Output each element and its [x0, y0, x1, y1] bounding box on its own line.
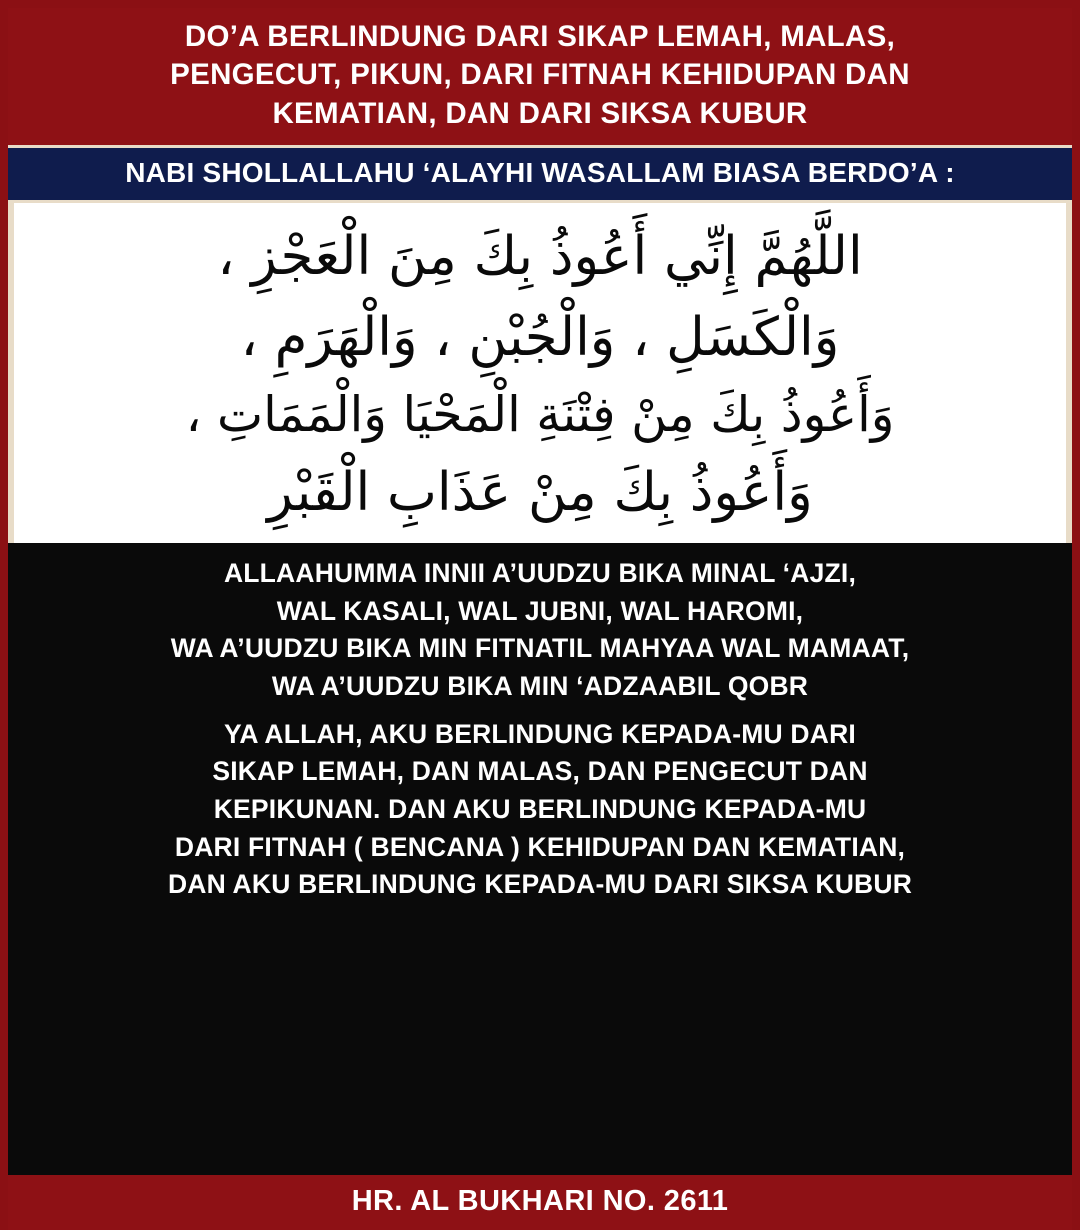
title-line-1: DO’A BERLINDUNG DARI SIKAP LEMAH, MALAS, [184, 20, 896, 53]
transliteration-line-1: ALLAAHUMMA INNII A’UUDZU BIKA MINAL ‘AJZI, [223, 558, 857, 589]
arabic-line-3: وَأَعُوذُ بِكَ مِنْ فِتْنَةِ الْمَحْيَا وَالْمَمَاتِ ، [185, 386, 895, 444]
source-band: HR. AL BUKHARI NO. 2611 [8, 1175, 1072, 1230]
translation-block [16, 716, 1064, 904]
translation-line-5: DAN AKU BERLINDUNG KEPADA-MU DARI SIKSA KUBUR [167, 869, 913, 900]
title-band [8, 8, 1072, 145]
transliteration-translation-panel [8, 543, 1072, 1175]
arabic-line-2: وَالْكَسَلِ ، وَالْجُبْنِ ، وَالْهَرَمِ ، [240, 306, 840, 368]
arabic-line-1: اللَّهُمَّ إِنِّي أَعُوذُ بِكَ مِنَ الْعَجْزِ ، [217, 226, 863, 288]
subtitle-band: NABI SHOLLALLAHU ‘ALAYHI WASALLAM BIASA BERDO’A : [8, 145, 1072, 203]
translation-line-3: KEPIKUNAN. DAN AKU BERLINDUNG KEPADA-MU [213, 793, 867, 824]
transliteration-block [16, 555, 1064, 706]
arabic-line-4: وَأَعُوذُ بِكَ مِنْ عَذَابِ الْقَبْرِ [267, 461, 813, 523]
arabic-panel [8, 203, 1072, 543]
transliteration-line-3: WA A’UUDZU BIKA MIN FITNATIL MAHYAA WAL MAMAAT, [170, 633, 910, 664]
transliteration-line-4: WA A’UUDZU BIKA MIN ‘ADZAABIL QOBR [271, 671, 809, 702]
translation-line-1: YA ALLAH, AKU BERLINDUNG KEPADA-MU DARI [223, 718, 856, 749]
title-line-3: KEMATIAN, DAN DARI SIKSA KUBUR [272, 96, 808, 130]
translation-line-2: SIKAP LEMAH, DAN MALAS, DAN PENGECUT DAN [212, 756, 868, 787]
title-line-2: PENGECUT, PIKUN, DARI FITNAH KEHIDUPAN DAN [170, 58, 910, 92]
translation-line-4: DARI FITNAH ( BENCANA ) KEHIDUPAN DAN KEMATIAN, [174, 831, 906, 862]
transliteration-line-2: WAL KASALI, WAL JUBNI, WAL HAROMI, [276, 595, 804, 626]
